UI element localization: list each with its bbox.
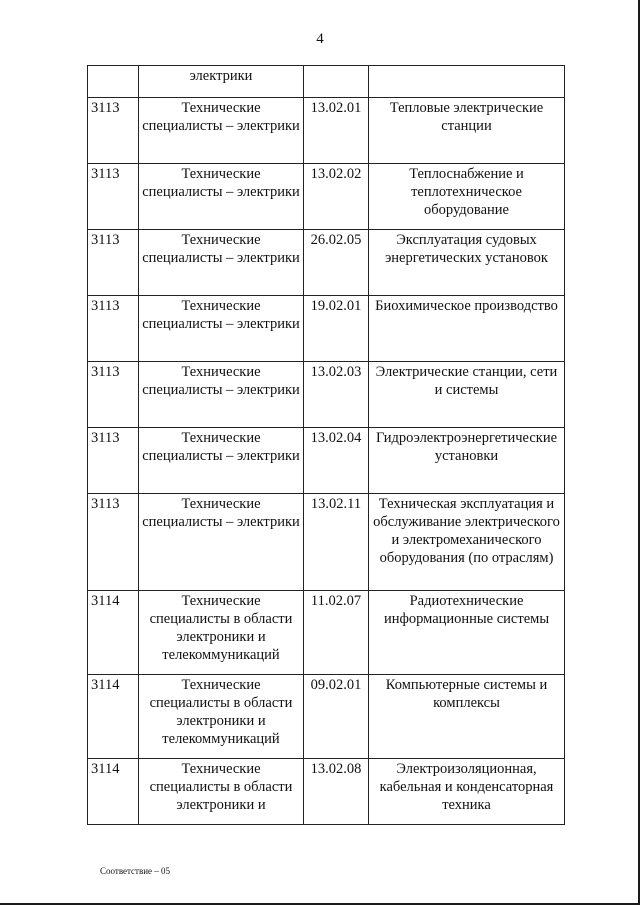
- row-title: Технические специалисты – электрики: [139, 296, 304, 362]
- row-okso-code: 13.02.08: [304, 759, 369, 825]
- row-specialty: Биохимическое производство: [369, 296, 565, 362]
- row-code: 3113: [88, 428, 139, 494]
- row-title: Технические специалисты – электрики: [139, 164, 304, 230]
- row-specialty: Электроизоляционная, кабельная и конденсаторная техника: [369, 759, 565, 825]
- row-specialty: [369, 66, 565, 98]
- row-okso-code: [304, 66, 369, 98]
- row-specialty: Техническая эксплуатация и обслуживание электрического и электромеханического оборудования (по отраслям): [369, 494, 565, 591]
- row-okso-code: 13.02.03: [304, 362, 369, 428]
- row-title: Технические специалисты в области электроники и телекоммуникаций: [139, 591, 304, 675]
- row-code: 3113: [88, 494, 139, 591]
- row-specialty: Тепловые электрические станции: [369, 98, 565, 164]
- row-specialty: Электрические станции, сети и системы: [369, 362, 565, 428]
- row-specialty: Компьютерные системы и комплексы: [369, 675, 565, 759]
- row-code: 3113: [88, 98, 139, 164]
- table-row: [88, 66, 565, 98]
- row-title: Технические специалисты – электрики: [139, 428, 304, 494]
- row-title: Технические специалисты – электрики: [139, 230, 304, 296]
- row-okso-code: 19.02.01: [304, 296, 369, 362]
- row-code: 3114: [88, 591, 139, 675]
- table-row: [88, 591, 565, 675]
- row-okso-code: 11.02.07: [304, 591, 369, 675]
- row-code: 3113: [88, 362, 139, 428]
- row-code: 3113: [88, 230, 139, 296]
- table-row: [88, 164, 565, 230]
- row-specialty: Теплоснабжение и теплотехническое оборудование: [369, 164, 565, 230]
- table-row: [88, 759, 565, 825]
- row-okso-code: 13.02.02: [304, 164, 369, 230]
- row-okso-code: 26.02.05: [304, 230, 369, 296]
- row-title: Технические специалисты в области электроники и: [139, 759, 304, 825]
- table-row: [88, 98, 565, 164]
- row-title: электрики: [139, 66, 304, 98]
- row-code: 3113: [88, 164, 139, 230]
- table-row: [88, 230, 565, 296]
- table-row: [88, 362, 565, 428]
- row-code: 3114: [88, 759, 139, 825]
- row-specialty: Радиотехнические информационные системы: [369, 591, 565, 675]
- row-code: 3113: [88, 296, 139, 362]
- specialties-table: [87, 65, 565, 825]
- table-row: [88, 296, 565, 362]
- footer-note: Соответствие – 05: [100, 866, 171, 876]
- row-specialty: Гидроэлектроэнергетические установки: [369, 428, 565, 494]
- page-number: 4: [316, 31, 324, 47]
- row-code: [88, 66, 139, 98]
- row-code: 3114: [88, 675, 139, 759]
- row-title: Технические специалисты – электрики: [139, 362, 304, 428]
- row-title: Технические специалисты – электрики: [139, 98, 304, 164]
- row-okso-code: 13.02.01: [304, 98, 369, 164]
- row-okso-code: 13.02.04: [304, 428, 369, 494]
- row-title: Технические специалисты в области электроники и телекоммуникаций: [139, 675, 304, 759]
- table-body: [88, 66, 565, 825]
- table-row: [88, 675, 565, 759]
- row-okso-code: 13.02.11: [304, 494, 369, 591]
- row-title: Технические специалисты – электрики: [139, 494, 304, 591]
- row-specialty: Эксплуатация судовых энергетических установок: [369, 230, 565, 296]
- table-row: [88, 494, 565, 591]
- table-row: [88, 428, 565, 494]
- row-okso-code: 09.02.01: [304, 675, 369, 759]
